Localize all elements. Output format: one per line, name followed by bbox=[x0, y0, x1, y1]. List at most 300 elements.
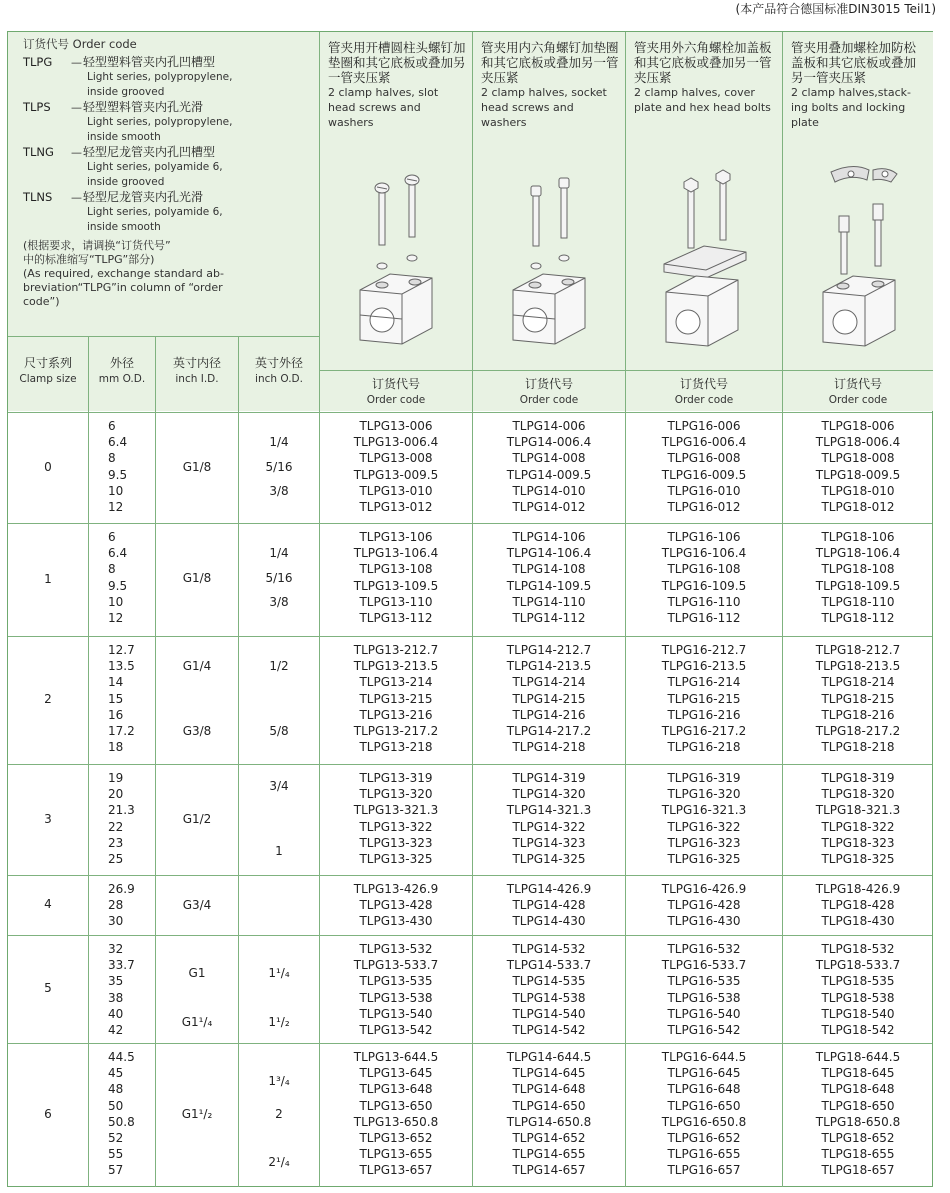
order-code: TLPG14-645 bbox=[512, 1066, 586, 1081]
order-code: TLPG14-216 bbox=[512, 707, 586, 722]
order-code: TLPG16-008 bbox=[667, 451, 741, 466]
outer-diameter-value: 45 bbox=[108, 1066, 124, 1081]
outer-diameter-value: 28 bbox=[108, 898, 124, 913]
order-code: TLPG18-321.3 bbox=[815, 803, 901, 818]
legend-code: TLNG bbox=[23, 145, 54, 159]
order-code: TLPG16-006 bbox=[667, 419, 741, 433]
inch-od-value: 1/2 bbox=[269, 659, 289, 674]
outer-diameter-value: 9.5 bbox=[108, 467, 128, 482]
order-code: TLPG13-428 bbox=[359, 898, 433, 913]
order-code: TLPG13-214 bbox=[359, 675, 433, 690]
inch-od-value: 5/16 bbox=[265, 459, 293, 474]
order-code: TLPG16-321.3 bbox=[661, 803, 747, 818]
inch-id-value: G1¹/₄ bbox=[181, 1014, 213, 1029]
outer-diameter-value: 40 bbox=[108, 1006, 124, 1021]
legend-en: inside grooved bbox=[87, 176, 165, 188]
order-code: TLPG18-430 bbox=[821, 914, 895, 929]
product-desc-en: 2 clamp halves, cover plate and hex head bolts bbox=[634, 86, 771, 114]
order-code: TLPG16-426.9 bbox=[661, 882, 747, 896]
order-code: TLPG18-214 bbox=[821, 675, 895, 690]
order-code: TLPG16-325 bbox=[667, 852, 741, 866]
order-code: TLPG13-320 bbox=[359, 787, 433, 802]
grid-line bbox=[8, 336, 319, 337]
grid-line bbox=[319, 412, 320, 1187]
grid-line bbox=[625, 412, 626, 1187]
order-code: TLPG13-106 bbox=[359, 530, 433, 544]
legend-en: Light series, polypropylene, bbox=[87, 116, 233, 128]
product-column-2 bbox=[473, 32, 625, 370]
order-code: TLPG13-006.4 bbox=[353, 435, 439, 450]
legend-note-line: (根据要求，请调换“订货代号” bbox=[23, 239, 171, 252]
order-code: TLPG18-655 bbox=[821, 1147, 895, 1162]
inch-od-value: 1¹/₂ bbox=[268, 1014, 290, 1029]
outer-diameter-value: 23 bbox=[108, 835, 124, 850]
inch-od-value: 1¹/₄ bbox=[268, 966, 290, 981]
grid-line bbox=[155, 412, 156, 1187]
product-desc-zh: 管夹用外六角螺栓加盖板和其它底板或叠加另一管夹压紧 bbox=[634, 40, 772, 85]
legend-code: TLPG bbox=[23, 55, 53, 69]
outer-diameter-value: 6 bbox=[108, 419, 116, 433]
order-code: TLPG18-217.2 bbox=[815, 724, 901, 738]
inch-od-value: 3/4 bbox=[269, 779, 289, 794]
order-code: TLPG14-323 bbox=[512, 835, 586, 850]
order-code: TLPG13-538 bbox=[359, 990, 433, 1005]
outer-diameter-value: 15 bbox=[108, 691, 124, 706]
header-label-zh: 尺寸系列 bbox=[23, 356, 72, 370]
order-code: TLPG14-106.4 bbox=[506, 546, 592, 561]
order-code: TLPG18-325 bbox=[821, 852, 895, 866]
header-outer-diameter bbox=[89, 337, 155, 411]
order-code: TLPG14-650 bbox=[512, 1098, 586, 1113]
order-code: TLPG18-426.9 bbox=[815, 882, 901, 896]
order-code: TLPG13-112 bbox=[359, 611, 433, 625]
order-code: TLPG13-645 bbox=[359, 1066, 433, 1081]
inch-id-value: G1/4 bbox=[182, 659, 212, 674]
order-code: TLPG14-533.7 bbox=[506, 958, 592, 973]
inch-od-value: 1³/₄ bbox=[268, 1074, 290, 1089]
legend-item bbox=[23, 145, 311, 190]
order-code: TLPG16-108 bbox=[667, 562, 741, 577]
order-code: TLPG13-010 bbox=[359, 483, 433, 498]
order-code: TLPG14-218 bbox=[512, 740, 586, 755]
grid-line bbox=[155, 336, 156, 412]
order-code: TLPG14-217.2 bbox=[506, 724, 592, 738]
order-code: TLPG18-108 bbox=[821, 562, 895, 577]
order-code: TLPG13-218 bbox=[359, 740, 433, 755]
order-code: TLPG18-213.5 bbox=[815, 659, 901, 674]
order-code: TLPG18-648 bbox=[821, 1082, 895, 1097]
legend-note bbox=[23, 239, 311, 309]
order-code: TLPG16-655 bbox=[667, 1147, 741, 1162]
order-code: TLPG16-644.5 bbox=[661, 1050, 747, 1064]
order-code: TLPG14-010 bbox=[512, 483, 586, 498]
order-code: TLPG18-012 bbox=[821, 500, 895, 514]
clamp-size-value: 5 bbox=[44, 981, 52, 995]
outer-diameter-value: 12 bbox=[108, 611, 124, 625]
header-label-zh: 英寸内径 bbox=[172, 356, 221, 370]
outer-diameter-value: 52 bbox=[108, 1131, 124, 1145]
legend-en: inside smooth bbox=[87, 221, 161, 233]
outer-diameter-value: 44.5 bbox=[108, 1050, 135, 1064]
header-label-zh: 订货代号 bbox=[524, 377, 573, 391]
inch-od-value: 1/4 bbox=[269, 435, 289, 450]
order-code: TLPG16-319 bbox=[667, 771, 741, 785]
legend-item bbox=[23, 55, 311, 100]
order-code: TLPG14-650.8 bbox=[506, 1114, 592, 1129]
order-code: TLPG18-112 bbox=[821, 611, 895, 625]
order-code: TLPG16-110 bbox=[667, 594, 741, 609]
outer-diameter-value: 9.5 bbox=[108, 578, 128, 593]
order-code: TLPG13-322 bbox=[359, 819, 433, 834]
outer-diameter-value: 6.4 bbox=[108, 435, 128, 450]
order-code: TLPG18-540 bbox=[821, 1006, 895, 1021]
order-code: TLPG18-532 bbox=[821, 942, 895, 956]
product-column-3 bbox=[626, 32, 782, 370]
order-code: TLPG14-657 bbox=[512, 1163, 586, 1178]
outer-diameter-value: 25 bbox=[108, 852, 124, 866]
header-label-zh: 英寸外径 bbox=[254, 356, 303, 370]
header-order-code-4 bbox=[783, 371, 933, 411]
grid-line bbox=[8, 636, 932, 637]
grid-line bbox=[8, 523, 932, 524]
grid-line bbox=[8, 875, 932, 876]
outer-diameter-value: 22 bbox=[108, 819, 124, 834]
legend-note-line: 中的标准缩写“TLPG”部分) bbox=[23, 253, 155, 266]
clamp-size-value: 1 bbox=[44, 571, 52, 586]
order-code: TLPG14-540 bbox=[512, 1006, 586, 1021]
order-code: TLPG14-321.3 bbox=[506, 803, 592, 818]
legend-item bbox=[23, 100, 311, 145]
inch-od-value: 2¹/₄ bbox=[268, 1155, 290, 1170]
outer-diameter-value: 6 bbox=[108, 530, 116, 544]
outer-diameter-value: 6.4 bbox=[108, 546, 128, 561]
order-code: TLPG14-213.5 bbox=[506, 659, 592, 674]
outer-diameter-value: 42 bbox=[108, 1023, 124, 1037]
order-code: TLPG18-215 bbox=[821, 691, 895, 706]
outer-diameter-value: 13.5 bbox=[108, 659, 135, 674]
order-code: TLPG14-012 bbox=[512, 500, 586, 514]
order-code: TLPG16-645 bbox=[667, 1066, 741, 1081]
legend-zh: 轻型尼龙管夹内孔凹槽型 bbox=[83, 145, 216, 159]
inch-od-value: 1/4 bbox=[269, 546, 289, 561]
outer-diameter-value: 10 bbox=[108, 594, 124, 609]
header-label-en: Order code bbox=[674, 394, 734, 406]
order-code: TLPG16-218 bbox=[667, 740, 741, 755]
header-inch-od bbox=[239, 337, 319, 411]
order-code: TLPG16-112 bbox=[667, 611, 741, 625]
order-code: TLPG14-428 bbox=[512, 898, 586, 913]
order-code: TLPG13-648 bbox=[359, 1082, 433, 1097]
order-code: TLPG18-109.5 bbox=[815, 578, 901, 593]
order-code: TLPG16-217.2 bbox=[661, 724, 747, 738]
header-label-en: Order code bbox=[519, 394, 579, 406]
order-code: TLPG13-215 bbox=[359, 691, 433, 706]
order-code: TLPG13-216 bbox=[359, 707, 433, 722]
outer-diameter-value: 20 bbox=[108, 787, 124, 802]
header-inch-id bbox=[156, 337, 238, 411]
standard-note: (本产品符合德国标准DIN3015 Teil1) bbox=[735, 2, 936, 16]
outer-diameter-value: 19 bbox=[108, 771, 124, 785]
order-code: TLPG14-652 bbox=[512, 1131, 586, 1145]
clamp-size-value: 4 bbox=[44, 897, 52, 911]
order-code: TLPG16-109.5 bbox=[661, 578, 747, 593]
outer-diameter-value: 12.7 bbox=[108, 643, 135, 657]
product-column-1 bbox=[320, 32, 472, 370]
outer-diameter-value: 50 bbox=[108, 1098, 124, 1113]
clamp-size-value: 0 bbox=[44, 459, 52, 474]
order-code: TLPG13-108 bbox=[359, 562, 433, 577]
order-code: TLPG14-532 bbox=[512, 942, 586, 956]
outer-diameter-value: 38 bbox=[108, 990, 124, 1005]
order-code: TLPG14-538 bbox=[512, 990, 586, 1005]
outer-diameter-value: 32 bbox=[108, 942, 124, 956]
header-label-zh: 订货代号 bbox=[833, 377, 882, 391]
order-code: TLPG13-426.9 bbox=[353, 882, 439, 896]
order-code: TLPG14-009.5 bbox=[506, 467, 592, 482]
order-code: TLPG14-648 bbox=[512, 1082, 586, 1097]
grid-line bbox=[782, 412, 783, 1187]
header-clamp-size bbox=[8, 337, 88, 411]
order-code: TLPG16-650 bbox=[667, 1098, 741, 1113]
grid-line bbox=[319, 32, 320, 412]
order-code: TLPG14-322 bbox=[512, 819, 586, 834]
legend-note-line: breviation“TLPG”in column of “order bbox=[23, 281, 223, 294]
header-label-zh: 订货代号 bbox=[679, 377, 728, 391]
header-label-en: mm O.D. bbox=[98, 373, 146, 385]
order-code: TLPG13-542 bbox=[359, 1023, 433, 1037]
legend-dash: — bbox=[71, 101, 82, 114]
legend-en: inside smooth bbox=[87, 131, 161, 143]
order-code: TLPG18-319 bbox=[821, 771, 895, 785]
order-code: TLPG16-215 bbox=[667, 691, 741, 706]
order-code: TLPG14-106 bbox=[512, 530, 586, 544]
order-code: TLPG16-540 bbox=[667, 1006, 741, 1021]
clamp-size-value: 6 bbox=[44, 1107, 52, 1121]
header-order-code-1 bbox=[320, 371, 472, 411]
inch-id-value: G3/4 bbox=[182, 898, 212, 913]
order-code: TLPG13-532 bbox=[359, 942, 433, 956]
legend-title bbox=[23, 37, 311, 52]
clamp-socket-screw-illustration bbox=[473, 160, 625, 370]
product-desc-en: 2 clamp halves, socket head screws and washers bbox=[481, 86, 607, 129]
order-code: TLPG16-648 bbox=[667, 1082, 741, 1097]
outer-diameter-value: 21.3 bbox=[108, 803, 135, 818]
inch-od-value: 2 bbox=[275, 1106, 283, 1121]
outer-diameter-value: 30 bbox=[108, 914, 124, 929]
order-code: TLPG13-533.7 bbox=[353, 958, 439, 973]
outer-diameter-value: 12 bbox=[108, 500, 124, 514]
order-code: TLPG16-323 bbox=[667, 835, 741, 850]
outer-diameter-value: 14 bbox=[108, 675, 124, 690]
grid-line bbox=[782, 32, 783, 412]
order-code: TLPG18-652 bbox=[821, 1131, 895, 1145]
order-code: TLPG13-430 bbox=[359, 914, 433, 929]
order-code: TLPG16-535 bbox=[667, 974, 741, 989]
grid-line bbox=[472, 32, 473, 412]
order-code: TLPG13-657 bbox=[359, 1163, 433, 1178]
order-code: TLPG16-542 bbox=[667, 1023, 741, 1037]
order-code: TLPG13-650 bbox=[359, 1098, 433, 1113]
legend-title-zh: 订货代号 bbox=[23, 37, 69, 51]
inch-id-value: G1/2 bbox=[182, 811, 212, 826]
grid-line bbox=[88, 412, 89, 1187]
order-code: TLPG16-213.5 bbox=[661, 659, 747, 674]
order-code: TLPG16-428 bbox=[667, 898, 741, 913]
data-body bbox=[8, 412, 932, 1187]
order-code: TLPG18-320 bbox=[821, 787, 895, 802]
legend-zh: 轻型塑料管夹内孔光滑 bbox=[83, 100, 204, 114]
grid-line bbox=[8, 935, 932, 936]
order-code: TLPG16-012 bbox=[667, 500, 741, 514]
outer-diameter-value: 18 bbox=[108, 740, 124, 755]
grid-line bbox=[238, 412, 239, 1187]
outer-diameter-value: 8 bbox=[108, 451, 116, 466]
legend-note-line: (As required, exchange standard ab- bbox=[23, 267, 224, 280]
outer-diameter-value: 17.2 bbox=[108, 724, 135, 738]
order-code: TLPG18-535 bbox=[821, 974, 895, 989]
order-code: TLPG13-110 bbox=[359, 594, 433, 609]
order-code: TLPG13-217.2 bbox=[353, 724, 439, 738]
order-code: TLPG18-009.5 bbox=[815, 467, 901, 482]
order-code: TLPG13-655 bbox=[359, 1147, 433, 1162]
order-code: TLPG14-108 bbox=[512, 562, 586, 577]
grid-line bbox=[625, 32, 626, 412]
legend-en: Light series, polyamide 6, bbox=[87, 206, 223, 218]
order-code: TLPG14-006 bbox=[512, 419, 586, 433]
outer-diameter-value: 50.8 bbox=[108, 1114, 135, 1129]
header-order-code-3 bbox=[626, 371, 782, 411]
clamp-size-value: 2 bbox=[44, 692, 52, 706]
order-code: TLPG13-652 bbox=[359, 1131, 433, 1145]
order-code: TLPG13-650.8 bbox=[353, 1114, 439, 1129]
order-code: TLPG18-216 bbox=[821, 707, 895, 722]
product-desc-zh: 管夹用内六角螺钉加垫圈和其它底板或叠加另一管夹压紧 bbox=[481, 40, 619, 85]
order-code: TLPG16-322 bbox=[667, 819, 741, 834]
outer-diameter-value: 57 bbox=[108, 1163, 124, 1178]
order-code: TLPG14-542 bbox=[512, 1023, 586, 1037]
order-code: TLPG18-323 bbox=[821, 835, 895, 850]
inch-od-value: 1 bbox=[275, 843, 283, 858]
legend-code: TLPS bbox=[23, 100, 51, 114]
order-code: TLPG16-216 bbox=[667, 707, 741, 722]
grid-line bbox=[8, 764, 932, 765]
outer-diameter-value: 33.7 bbox=[108, 958, 135, 973]
outer-diameter-value: 16 bbox=[108, 707, 124, 722]
order-code: TLPG13-008 bbox=[359, 451, 433, 466]
order-code: TLPG13-323 bbox=[359, 835, 433, 850]
order-code: TLPG14-214 bbox=[512, 675, 586, 690]
clamp-size-value: 3 bbox=[44, 811, 52, 826]
order-code: TLPG13-212.7 bbox=[353, 643, 439, 657]
order-code: TLPG13-012 bbox=[359, 500, 433, 514]
order-code: TLPG13-325 bbox=[359, 852, 433, 866]
header-label-en: Clamp size bbox=[19, 373, 77, 385]
order-code: TLPG16-009.5 bbox=[661, 467, 747, 482]
order-code: TLPG14-535 bbox=[512, 974, 586, 989]
order-code: TLPG18-010 bbox=[821, 483, 895, 498]
grid-line bbox=[319, 370, 933, 371]
inch-id-value: G1/8 bbox=[182, 459, 212, 474]
outer-diameter-value: 26.9 bbox=[108, 882, 135, 896]
legend-zh: 轻型尼龙管夹内孔光滑 bbox=[83, 190, 204, 204]
order-code: TLPG13-321.3 bbox=[353, 803, 439, 818]
grid-line bbox=[8, 1043, 932, 1044]
order-code: TLPG14-655 bbox=[512, 1147, 586, 1162]
outer-diameter-value: 35 bbox=[108, 974, 124, 989]
inch-id-value: G1¹/₂ bbox=[181, 1106, 213, 1121]
outer-diameter-value: 48 bbox=[108, 1082, 124, 1097]
legend-en: Light series, polypropylene, bbox=[87, 71, 233, 83]
order-code: TLPG18-657 bbox=[821, 1163, 895, 1178]
order-code: TLPG16-538 bbox=[667, 990, 741, 1005]
legend-dash: — bbox=[71, 191, 82, 204]
header-label-zh: 外径 bbox=[109, 356, 134, 370]
order-code: TLPG18-644.5 bbox=[815, 1050, 901, 1064]
order-code: TLPG18-428 bbox=[821, 898, 895, 913]
product-desc-zh: 管夹用开槽圆柱头螺钉加垫圈和其它底板或叠加另一管夹压紧 bbox=[328, 40, 466, 85]
header-label-en: Order code bbox=[828, 394, 888, 406]
legend-dash: — bbox=[71, 56, 82, 69]
order-code: TLPG13-009.5 bbox=[353, 467, 439, 482]
order-code: TLPG16-214 bbox=[667, 675, 741, 690]
order-code: TLPG14-320 bbox=[512, 787, 586, 802]
order-code: TLPG18-538 bbox=[821, 990, 895, 1005]
legend-en: inside grooved bbox=[87, 86, 165, 98]
clamp-hex-bolt-illustration bbox=[626, 160, 782, 370]
order-code: TLPG18-008 bbox=[821, 451, 895, 466]
order-code: TLPG16-532 bbox=[667, 942, 741, 956]
order-code: TLPG16-533.7 bbox=[661, 958, 747, 973]
order-code: TLPG14-644.5 bbox=[506, 1050, 592, 1064]
inch-id-value: G1 bbox=[188, 966, 206, 981]
inch-od-value: 5/8 bbox=[269, 724, 289, 738]
order-code: TLPG18-533.7 bbox=[815, 958, 901, 973]
clamp-table bbox=[7, 31, 933, 1187]
order-code: TLPG18-006 bbox=[821, 419, 895, 433]
legend-code: TLNS bbox=[23, 190, 53, 204]
order-code: TLPG16-652 bbox=[667, 1131, 741, 1145]
outer-diameter-value: 8 bbox=[108, 562, 116, 577]
order-code: TLPG13-644.5 bbox=[353, 1050, 439, 1064]
grid-line bbox=[8, 412, 932, 413]
order-code: TLPG14-215 bbox=[512, 691, 586, 706]
header-label-en: inch O.D. bbox=[255, 373, 303, 385]
order-code: TLPG14-325 bbox=[512, 852, 586, 866]
order-code: TLPG18-542 bbox=[821, 1023, 895, 1037]
order-code: TLPG16-006.4 bbox=[661, 435, 747, 450]
order-code: TLPG13-106.4 bbox=[353, 546, 439, 561]
product-desc-en: 2 clamp halves,stack-ing bolts and locking plate bbox=[791, 86, 911, 129]
order-code: TLPG16-010 bbox=[667, 483, 741, 498]
inch-od-value: 5/16 bbox=[265, 570, 293, 585]
inch-od-value: 3/8 bbox=[269, 483, 289, 498]
order-code: TLPG14-319 bbox=[512, 771, 586, 785]
order-code: TLPG13-213.5 bbox=[353, 659, 439, 674]
outer-diameter-value: 10 bbox=[108, 483, 124, 498]
product-desc-en: 2 clamp halves, slot head screws and washers bbox=[328, 86, 439, 129]
legend-dash: — bbox=[71, 146, 82, 159]
order-code: TLPG18-645 bbox=[821, 1066, 895, 1081]
legend-title-en: Order code bbox=[72, 37, 137, 51]
header-label-en: Order code bbox=[366, 394, 426, 406]
order-code: TLPG13-006 bbox=[359, 419, 433, 433]
order-code: TLPG18-218 bbox=[821, 740, 895, 755]
order-code: TLPG18-322 bbox=[821, 819, 895, 834]
legend-item bbox=[23, 190, 311, 235]
order-code: TLPG16-320 bbox=[667, 787, 741, 802]
order-code: TLPG14-006.4 bbox=[506, 435, 592, 450]
product-desc-zh: 管夹用叠加螺栓加防松盖板和其它底板或叠加另一管夹压紧 bbox=[791, 40, 917, 85]
